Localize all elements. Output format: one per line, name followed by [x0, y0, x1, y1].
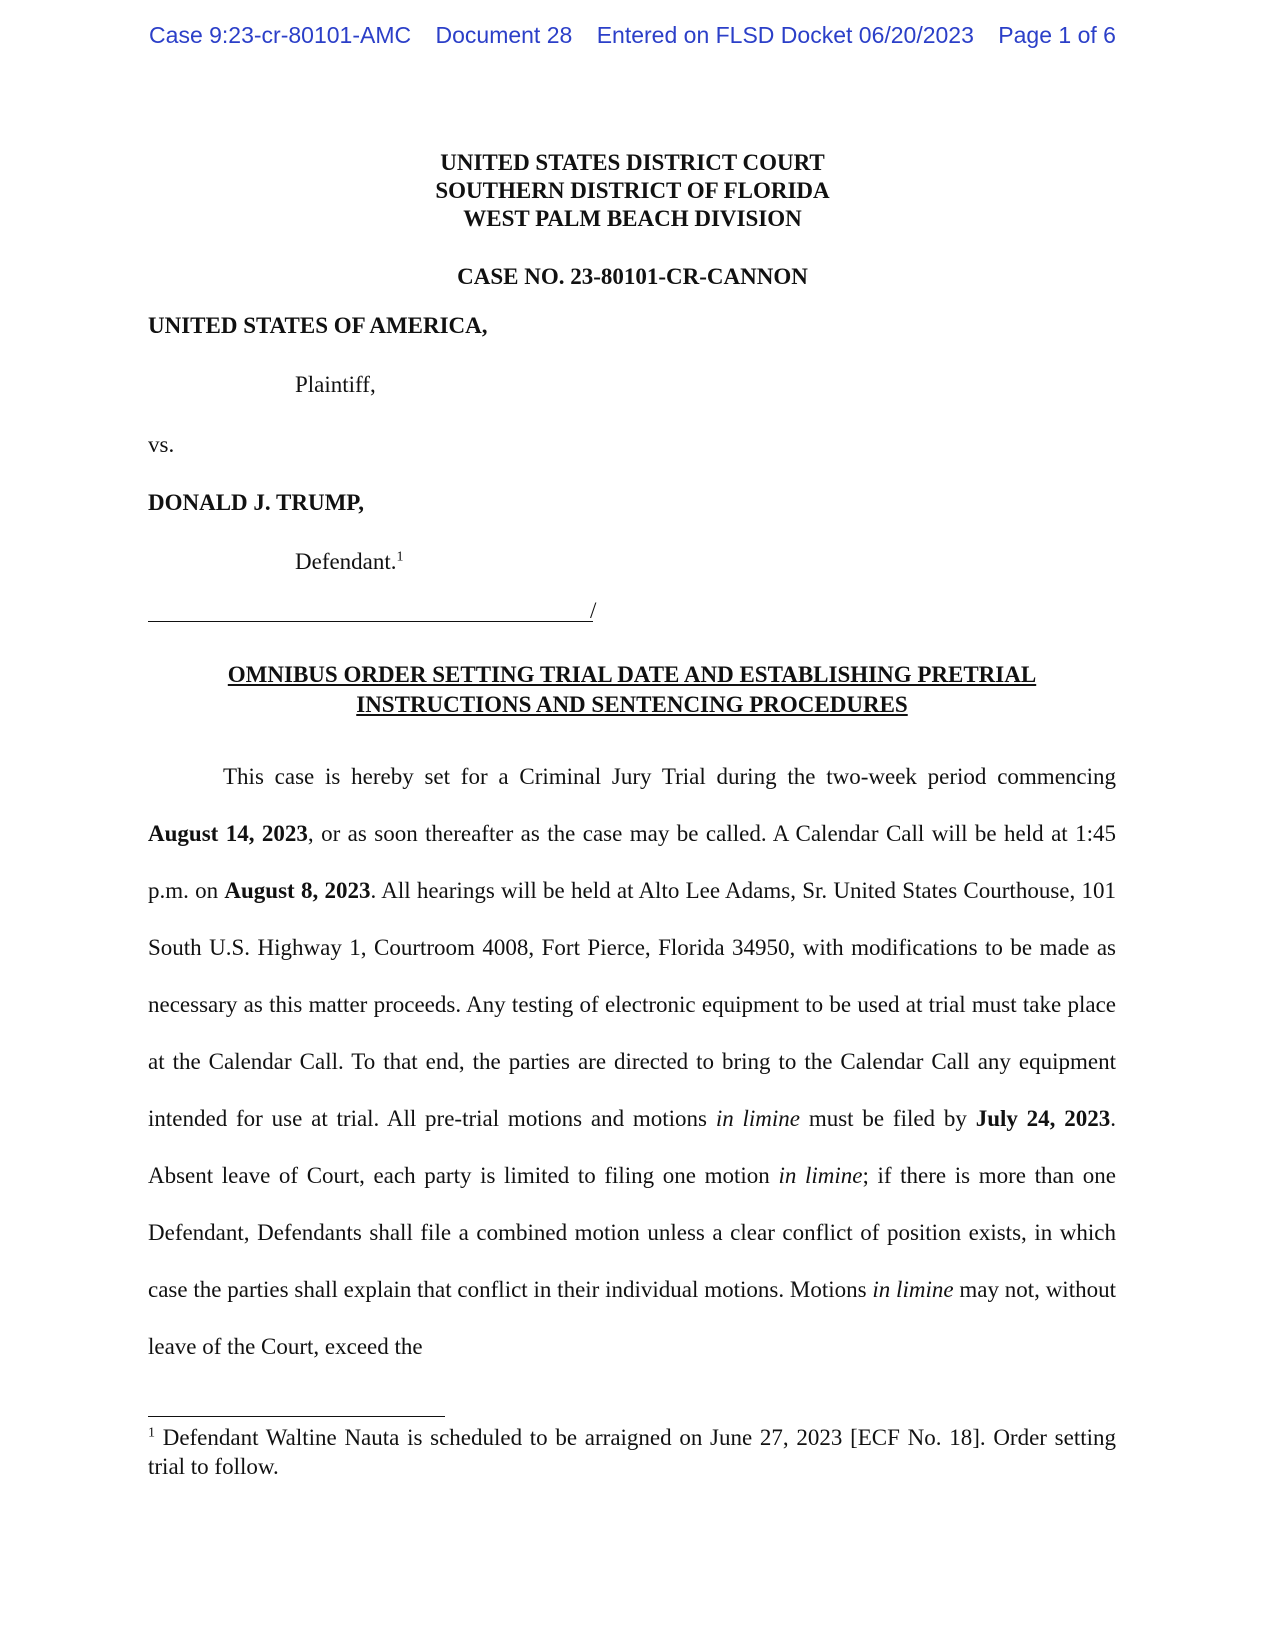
footnote — [148, 1423, 1116, 1481]
footnote-marker: 1 — [148, 1425, 155, 1441]
order-title-line-1: OMNIBUS ORDER SETTING TRIAL DATE AND ESTABLISHING PRETRIAL — [227, 662, 1037, 687]
court-division: WEST PALM BEACH DIVISION — [463, 206, 802, 231]
body-text: This case is hereby set for a Criminal Jury Trial during the two-week period commencing — [223, 764, 1116, 789]
versus: vs. — [148, 432, 175, 457]
motions-deadline: July 24, 2023 — [975, 1106, 1111, 1131]
defendant-role — [295, 549, 404, 575]
order-title — [148, 660, 1116, 720]
latin-term: in limine — [715, 1106, 801, 1131]
court-district: SOUTHERN DISTRICT OF FLORIDA — [435, 178, 830, 203]
footnote-rule — [148, 1416, 445, 1417]
body-text: . All hearings will be held at Alto Lee Adams, Sr. United States Courthouse, 101 South U.S. Highway 1, Courtroom 4008, Fort Pierce, Florida 34950, with modifications to be made as necessary as this matter proceeds. Any testing of electronic equipment to be used at trial must take place at the Calendar Call. To that end, the parties are directed to bring to the Calendar Call any equipment intended for use at trial. All pre-trial motions and motions — [148, 878, 1116, 1131]
docket-header — [0, 22, 1265, 49]
body-text: . Absent leave of Court, each party is limited to filing one motion — [148, 1106, 1116, 1188]
body-text: , or as soon thereafter as the case may be called. A Calendar Call will be held at 1:45 p.m. on — [148, 821, 1116, 903]
header-entered-date: Entered on FLSD Docket 06/20/2023 — [596, 22, 974, 48]
plaintiff-role: Plaintiff, — [295, 372, 376, 397]
court-name: UNITED STATES DISTRICT COURT — [440, 150, 825, 175]
calendar-call-date: August 8, 2023 — [224, 878, 371, 903]
case-number: CASE NO. 23-80101-CR-CANNON — [457, 264, 808, 289]
footnote-text: Defendant Waltine Nauta is scheduled to be arraigned on June 27, 2023 [ECF No. 18]. Order setting trial to follow. — [148, 1425, 1116, 1479]
defendant-name: DONALD J. TRUMP, — [148, 490, 364, 515]
caption-slash: / — [590, 598, 597, 623]
plaintiff-name: UNITED STATES OF AMERICA, — [148, 313, 488, 338]
header-page-count: Page 1 of 6 — [998, 22, 1116, 48]
caption-rule — [148, 621, 593, 622]
body-text: may not, without leave of the Court, exceed the — [148, 1277, 1116, 1359]
header-document-number: Document 28 — [435, 22, 573, 48]
order-title-line-2: INSTRUCTIONS AND SENTENCING PROCEDURES — [356, 692, 908, 717]
body-text: ; if there is more than one Defendant, Defendants shall file a combined motion unless a clear conflict of position exists, in which case the parties shall explain that conflict in their individual motions. Motions — [148, 1163, 1116, 1302]
trial-date: August 14, 2023 — [148, 821, 308, 846]
body-paragraph — [148, 748, 1116, 1375]
latin-term: in limine — [778, 1163, 863, 1188]
header-case-number: Case 9:23-cr-80101-AMC — [149, 22, 412, 48]
body-text: must be filed by — [800, 1106, 976, 1131]
court-heading — [0, 149, 1265, 233]
defendant-role-text: Defendant. — [295, 549, 397, 574]
footnote-reference: 1 — [396, 549, 404, 565]
latin-term: in limine — [872, 1277, 954, 1302]
